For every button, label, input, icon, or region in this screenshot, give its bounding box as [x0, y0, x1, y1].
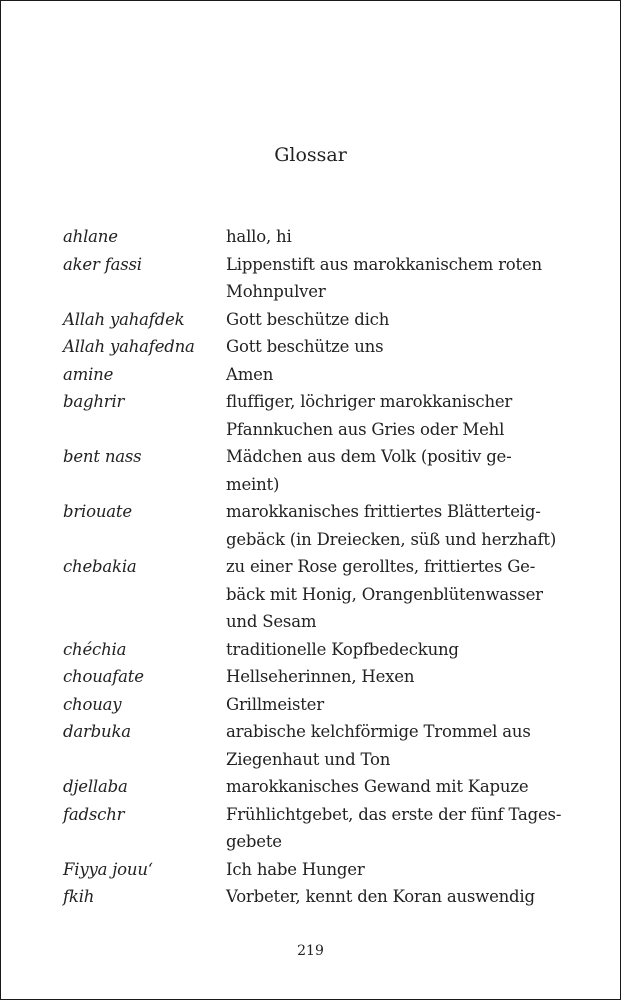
- glossary-entry: [63, 333, 563, 361]
- definition-line: Mädchen aus dem Volk (positiv ge-: [226, 447, 512, 466]
- glossary-definition: [226, 251, 563, 306]
- definition-line: Mohnpulver: [226, 282, 326, 301]
- definition-line: bäck mit Honig, Orangenblütenwasser: [226, 584, 543, 604]
- definition-line: arabische kelchförmige Trommel aus: [226, 722, 531, 741]
- definition-line: gebete: [226, 832, 282, 851]
- glossary-definition: [226, 306, 563, 334]
- glossary-definition: [226, 498, 563, 553]
- glossary-term: Allah yahafdek: [63, 309, 185, 329]
- definition-line: Grillmeister: [226, 694, 324, 714]
- glossary-entry: [63, 388, 563, 443]
- definition-line: traditionelle Kopfbedeckung: [226, 639, 459, 659]
- glossary-term: chéchia: [63, 639, 127, 659]
- glossary-definition: [226, 553, 563, 636]
- definition-line: Lippenstift aus marokkanischem roten: [226, 254, 542, 274]
- glossary-entry: [63, 553, 563, 636]
- glossary-term: amine: [63, 364, 114, 384]
- glossary-term: Fiyya jouu‘: [63, 859, 153, 879]
- glossary-definition: [226, 691, 563, 719]
- glossary-entry: [63, 251, 563, 306]
- glossary-definition: [226, 718, 563, 773]
- glossary-definition: [226, 883, 563, 911]
- glossary-term: darbuka: [63, 722, 131, 741]
- glossary-definition: [226, 663, 563, 691]
- definition-line: meint): [226, 474, 280, 494]
- definition-line: Vorbeter, kennt den Koran auswendig: [226, 887, 535, 906]
- glossary-entry: [63, 636, 563, 664]
- glossary-definition: [226, 361, 563, 389]
- definition-line: marokkanisches frittiertes Blätterteig-: [226, 502, 541, 521]
- glossary-entry: [63, 443, 563, 498]
- glossary-term: baghrir: [63, 392, 125, 411]
- glossary-entry: [63, 856, 563, 884]
- glossary-entry: [63, 691, 563, 719]
- glossary-definition: [226, 388, 563, 443]
- glossary-term: ahlane: [63, 227, 118, 246]
- page-title: Glossar: [274, 144, 347, 166]
- definition-line: Amen: [226, 364, 274, 384]
- definition-line: Frühlichtgebet, das erste der fünf Tages-: [226, 804, 562, 824]
- definition-line: hallo, hi: [226, 227, 292, 246]
- glossary-entry: [63, 498, 563, 553]
- glossary-term: chebakia: [63, 557, 137, 576]
- glossary-definition: [226, 801, 563, 856]
- glossary-entry: [63, 718, 563, 773]
- glossary-definition: [226, 856, 563, 884]
- definition-line: Pfannkuchen aus Gries oder Mehl: [226, 419, 505, 439]
- glossary-entry: [63, 883, 563, 911]
- definition-line: fluffiger, löchriger marokkanischer: [226, 392, 513, 411]
- glossary-term: bent nass: [63, 447, 142, 466]
- glossary-term: Allah yahafedna: [63, 337, 195, 356]
- definition-line: Gott beschütze dich: [226, 309, 390, 329]
- glossary-definition: [226, 636, 563, 664]
- glossary-term: fkih: [63, 887, 95, 906]
- glossary-entry: [63, 663, 563, 691]
- glossary-entry: [63, 801, 563, 856]
- definition-line: Ich habe Hunger: [226, 859, 365, 879]
- definition-line: Ziegenhaut und Ton: [226, 749, 391, 769]
- glossary-definition: [226, 223, 563, 251]
- glossary-entry: [63, 361, 563, 389]
- definition-line: zu einer Rose gerolltes, frittiertes Ge-: [226, 557, 536, 576]
- glossary-entry: [63, 306, 563, 334]
- glossary-definition: [226, 333, 563, 361]
- definition-line: gebäck (in Dreiecken, süß und herzhaft): [226, 529, 557, 549]
- glossary-definition: [226, 443, 563, 498]
- definition-line: Hellseherinnen, Hexen: [226, 667, 415, 686]
- glossary-term: chouay: [63, 694, 122, 714]
- glossary-definition: [226, 773, 563, 801]
- definition-line: Gott beschütze uns: [226, 337, 384, 356]
- glossary-entry: [63, 223, 563, 251]
- glossary-entry: [63, 773, 563, 801]
- glossary-list: [63, 223, 563, 911]
- glossary-term: aker fassi: [63, 254, 142, 274]
- definition-line: und Sesam: [226, 612, 317, 631]
- glossary-term: briouate: [63, 502, 132, 521]
- glossary-term: djellaba: [63, 777, 128, 796]
- definition-line: marokkanisches Gewand mit Kapuze: [226, 777, 529, 796]
- glossary-term: fadschr: [63, 804, 125, 824]
- glossary-term: chouafate: [63, 667, 144, 686]
- page-number: 219: [297, 943, 324, 959]
